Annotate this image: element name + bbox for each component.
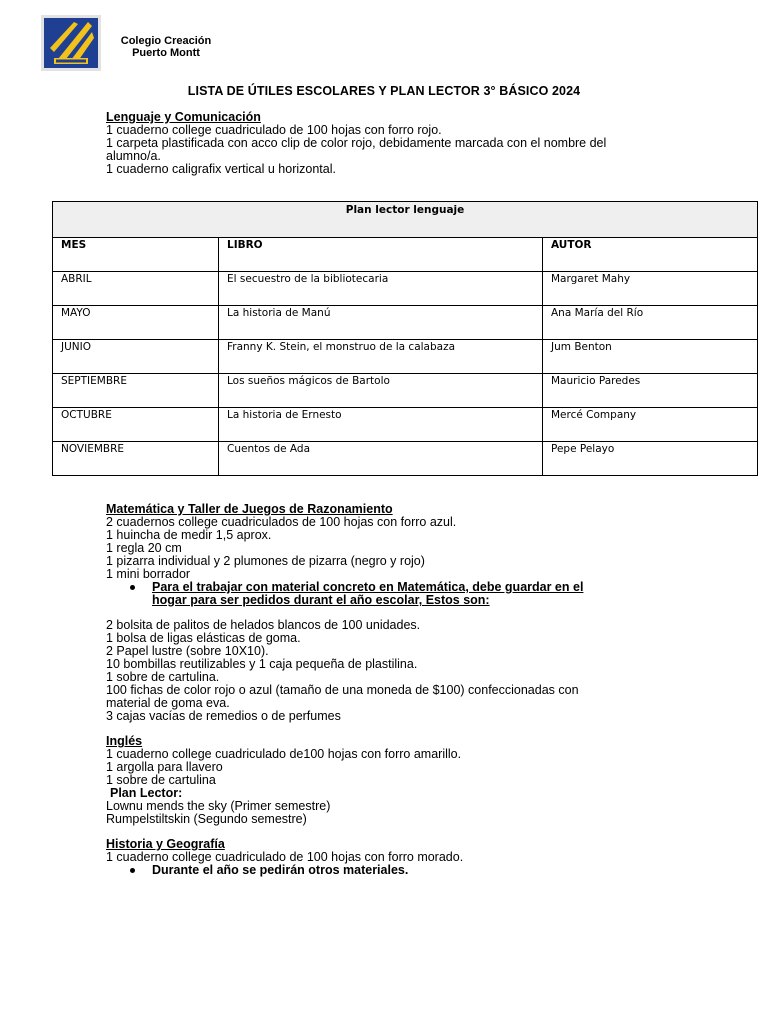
list-item: 1 argolla para llavero — [106, 760, 223, 774]
cell-libro: El secuestro de la bibliotecaria — [219, 272, 543, 306]
table-row — [53, 374, 758, 408]
cell-mes: MAYO — [53, 306, 219, 340]
section-heading: Matemática y Taller de Juegos de Razonamiento — [106, 502, 393, 516]
section-ingles — [106, 735, 461, 826]
cell-mes: OCTUBRE — [53, 408, 219, 442]
cell-mes: ABRIL — [53, 272, 219, 306]
cell-libro: La historia de Manú — [219, 306, 543, 340]
section-matematica-materials — [106, 619, 579, 723]
bullet-note — [106, 864, 463, 877]
list-item: 1 sobre de cartulina — [106, 773, 216, 787]
bullet-icon — [130, 585, 135, 590]
bullet-text: hogar para ser pedidos durant el año escolar, Estos son: — [152, 593, 490, 607]
bullet-icon — [130, 868, 135, 873]
cell-libro: Cuentos de Ada — [219, 442, 543, 476]
table-caption-row — [53, 202, 758, 238]
cell-autor: Mauricio Paredes — [543, 374, 758, 408]
table-row — [53, 272, 758, 306]
list-item: 1 cuaderno college cuadriculado de 100 hojas con forro morado. — [106, 850, 464, 864]
section-heading: Lenguaje y Comunicación — [106, 110, 261, 124]
table-caption: Plan lector lenguaje — [53, 202, 758, 238]
list-item: 3 cajas vacías de remedios o de perfumes — [106, 709, 341, 723]
list-item: 10 bombillas reutilizables y 1 caja pequeña de plastilina. — [106, 657, 418, 671]
section-heading: Historia y Geografía — [106, 837, 225, 851]
table-row — [53, 408, 758, 442]
table-row — [53, 442, 758, 476]
bullet-note — [106, 581, 583, 607]
plan-lector-label: Plan Lector: — [110, 786, 183, 800]
list-item: 1 regla 20 cm — [106, 541, 182, 555]
section-matematica — [106, 503, 583, 607]
column-header-mes: MES — [53, 238, 219, 272]
school-logo-icon — [44, 18, 98, 68]
plan-lector-table — [52, 201, 758, 476]
section-historia — [106, 838, 463, 877]
column-header-libro: LIBRO — [219, 238, 543, 272]
list-item: 2 cuadernos college cuadriculados de 100 hojas con forro azul. — [106, 515, 457, 529]
list-item: alumno/a. — [106, 149, 161, 163]
school-city: Puerto Montt — [132, 47, 200, 59]
cell-autor: Mercé Company — [543, 408, 758, 442]
list-item: 1 cuaderno college cuadriculado de100 hojas con forro amarillo. — [106, 747, 462, 761]
section-lenguaje — [106, 111, 606, 176]
column-header-autor: AUTOR — [543, 238, 758, 272]
bullet-text: Para el trabajar con material concreto en Matemática, debe guardar en el — [152, 580, 584, 594]
list-item: 1 huincha de medir 1,5 aprox. — [106, 528, 272, 542]
list-item: 2 Papel lustre (sobre 10X10). — [106, 644, 269, 658]
cell-mes: NOVIEMBRE — [53, 442, 219, 476]
list-item: 100 fichas de color rojo o azul (tamaño de una moneda de $100) confeccionadas con — [106, 683, 579, 697]
cell-autor: Pepe Pelayo — [543, 442, 758, 476]
school-name: Colegio Creación — [120, 35, 212, 47]
list-item: 2 bolsita de palitos de helados blancos de 100 unidades. — [106, 618, 421, 632]
list-item: 1 sobre de cartulina. — [106, 670, 220, 684]
table-row — [53, 340, 758, 374]
cell-libro: Los sueños mágicos de Bartolo — [219, 374, 543, 408]
school-logo — [41, 15, 101, 71]
cell-autor: Ana María del Río — [543, 306, 758, 340]
section-heading: Inglés — [106, 734, 143, 748]
cell-mes: JUNIO — [53, 340, 219, 374]
list-item: 1 mini borrador — [106, 567, 191, 581]
table-header-row — [53, 238, 758, 272]
cell-autor: Jum Benton — [543, 340, 758, 374]
cell-libro: Franny K. Stein, el monstruo de la calabaza — [219, 340, 543, 374]
school-name-block — [107, 35, 225, 59]
cell-autor: Margaret Mahy — [543, 272, 758, 306]
list-item: Lownu mends the sky (Primer semestre) — [106, 799, 331, 813]
list-item: 1 bolsa de ligas elásticas de goma. — [106, 631, 301, 645]
table-row — [53, 306, 758, 340]
bullet-text: Durante el año se pedirán otros materiales. — [152, 863, 409, 877]
list-item: Rumpelstiltskin (Segundo semestre) — [106, 812, 307, 826]
list-item: 1 cuaderno caligrafix vertical u horizontal. — [106, 162, 336, 176]
document-title: LISTA DE ÚTILES ESCOLARES Y PLAN LECTOR 3° BÁSICO 2024 — [187, 84, 581, 98]
cell-libro: La historia de Ernesto — [219, 408, 543, 442]
list-item: 1 carpeta plastificada con acco clip de color rojo, debidamente marcada con el nombre del — [106, 136, 607, 150]
cell-mes: SEPTIEMBRE — [53, 374, 219, 408]
list-item: 1 pizarra individual y 2 plumones de pizarra (negro y rojo) — [106, 554, 425, 568]
list-item: material de goma eva. — [106, 696, 230, 710]
list-item: 1 cuaderno college cuadriculado de 100 hojas con forro rojo. — [106, 123, 442, 137]
